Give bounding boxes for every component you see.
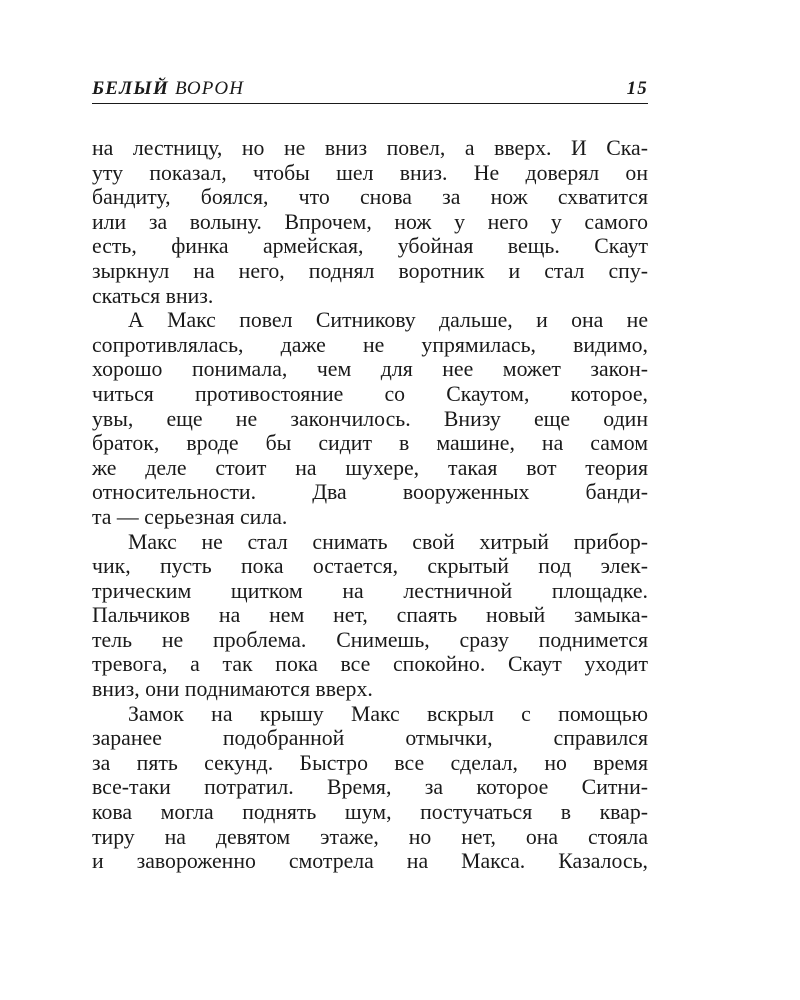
text-line: зыркнул на него, поднял воротник и стал спу- [92,258,648,283]
text-line: тиру на девятом этаже, но нет, она стояла [92,824,648,849]
text-line: скаться вниз. [92,283,214,308]
text-line: Замок на крышу Макс вскрыл с помощью [128,701,648,726]
text-line: и завороженно смотрела на Макса. Казалось, [92,849,648,874]
text-line: сопротивлялась, даже не упрямилась, видимо, [92,332,648,357]
book-title-second-word: ВОРОН [174,78,245,99]
text-line: же деле стоит на шухере, такая вот теория [92,455,648,480]
book-page [92,78,648,874]
text-line: кова могла поднять шум, постучаться в квар- [92,800,648,825]
text-line: хорошо понимала, чем для нее может закон- [92,357,648,382]
running-head [92,78,648,103]
text-line: трическим щитком на лестничной площадке. [92,578,648,603]
text-line: на лестницу, но не вниз повел, а вверх. И Ска- [92,136,648,160]
text-line: есть, финка армейская, убойная вещь. Скаут [92,234,648,259]
text-line: или за волыну. Впрочем, нож у него у самого [92,209,648,234]
page-number: 15 [626,78,648,99]
text-line: тель не проблема. Снимешь, сразу поднимется [92,627,648,652]
text-line: заранее подобранной отмычки, справился [92,726,648,751]
text-line: Пальчиков на нем нет, спаять новый замыка- [92,603,648,628]
text-line: читься противостояние со Скаутом, которое, [92,381,648,406]
text-line: вниз, они поднимаются вверх. [92,677,373,702]
book-title [92,78,244,100]
text-line: браток, вроде бы сидит в машине, на самом [92,431,648,456]
text-line: все-таки потратил. Время, за которое Ситни- [92,775,648,800]
book-title-first-word: БЕЛЫЙ [92,78,169,99]
text-line: увы, еще не закончилось. Внизу еще один [92,406,648,431]
header-rule [92,103,648,104]
text-line: уту показал, чтобы шел вниз. Не доверял он [92,160,648,185]
text-line: А Макс повел Ситникову дальше, и она не [128,308,648,333]
text-line: Макс не стал снимать свой хитрый прибор- [128,529,648,554]
body-text [92,136,648,874]
text-line: чик, пусть пока остается, скрытый под элек- [92,554,648,579]
text-line: относительности. Два вооруженных банди- [92,480,648,505]
text-line: бандиту, боялся, что снова за нож схватится [92,185,648,210]
text-line: та — серьезная сила. [92,504,288,529]
text-line: тревога, а так пока все спокойно. Скаут уходит [92,652,648,677]
text-line: за пять секунд. Быстро все сделал, но время [92,750,648,775]
